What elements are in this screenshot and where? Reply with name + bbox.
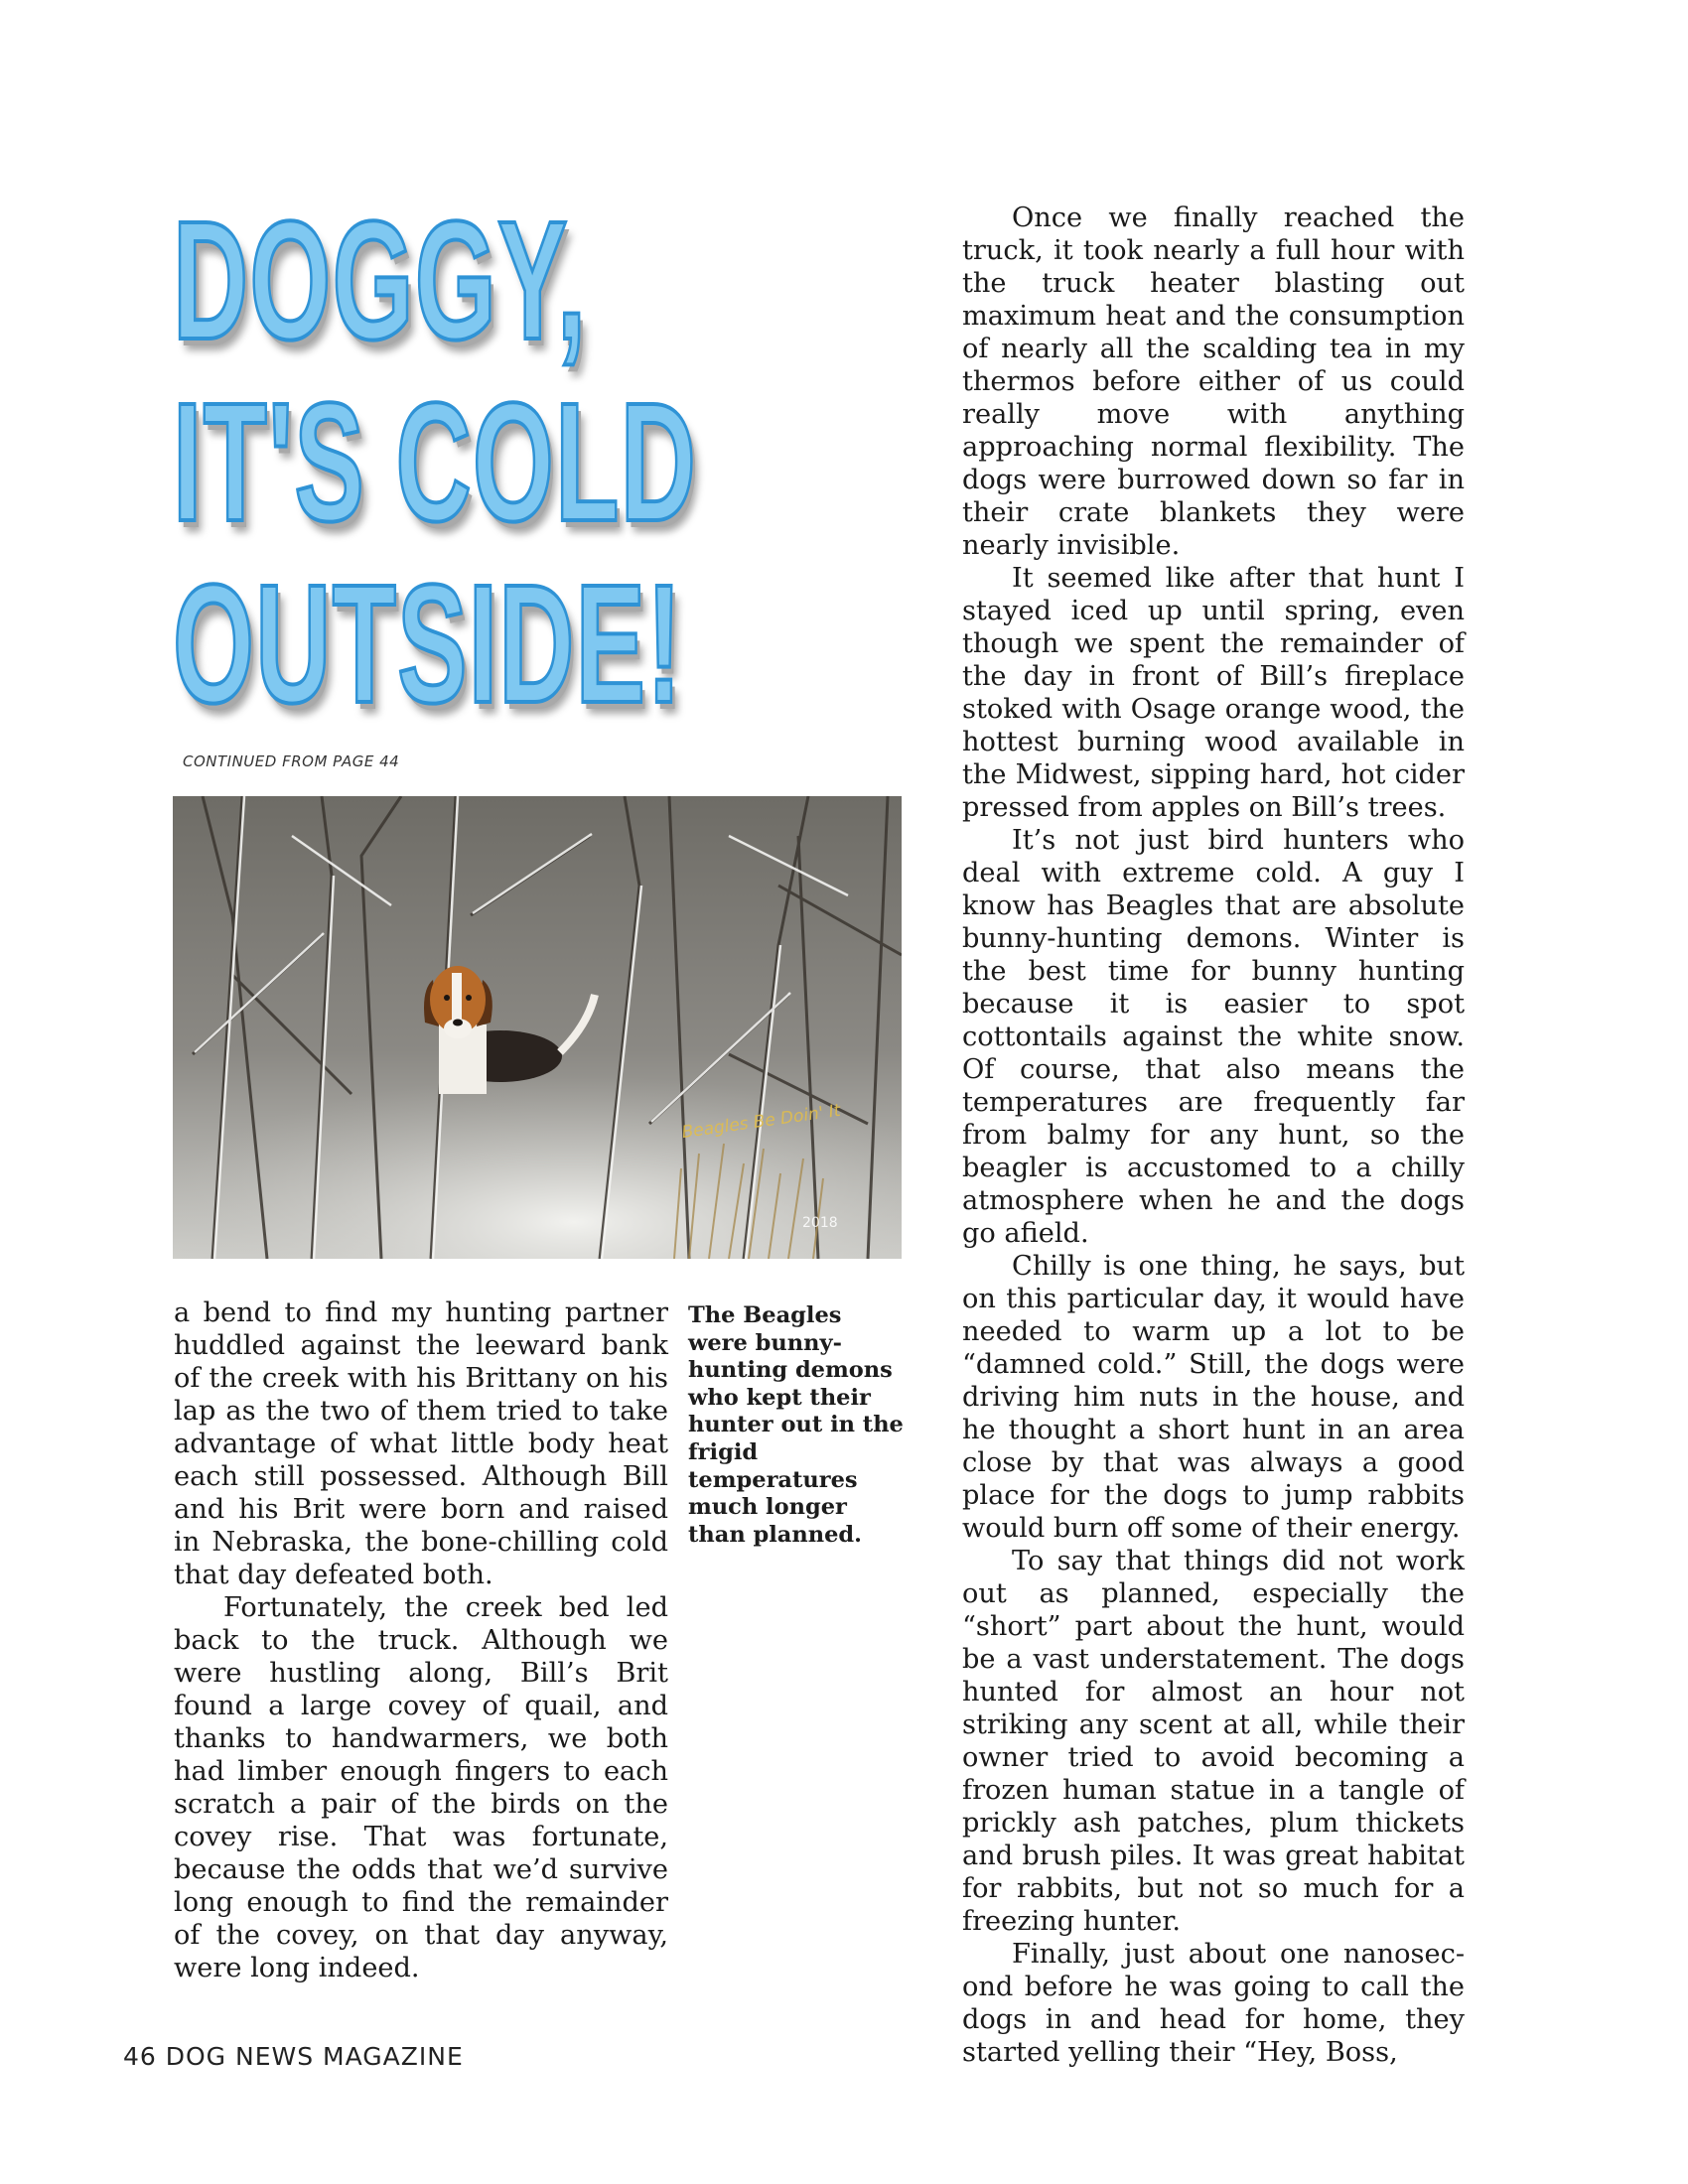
right-paragraph-2: It seemed like after that hunt I stayed iced up until spring, even though we spent the remainder of the day in front of Bill’s fireplace stoked with Osage orange wood, the hottest burning wood available in the Midwest, sipping hard, hot cider pressed from apples on Bill’s trees.: [962, 563, 1465, 823]
photo-year: 2018: [802, 1215, 838, 1231]
photo-caption: The Beagles were bunny-hunting demons who kept their hunter out in the frigid temperatures much longer than planned.: [688, 1302, 904, 1548]
headline: [173, 187, 698, 739]
headline-line-3: OUTSIDE!: [173, 550, 683, 739]
left-body-column: [174, 1297, 668, 1984]
right-paragraph-3: It’s not just bird hunters who deal with extreme cold. A guy I know has Beagles that are absolute bunny-hunting demons. Winter is the best time for bunny hunting because it is easier to spot cottontails against the white snow. Of course, that also means the temperatures are frequently far from balmy for any hunt, so the beagler is accustomed to a chilly atmosphere when he and the dogs go afield.: [962, 825, 1465, 1249]
right-paragraph-5: To say that things did not work out as planned, especially the “short” part about the hunt, would be a vast understatement. The dogs hunted for almost an hour not striking any scent at all, while their owner tried to avoid becoming a frozen human statue in a tangle of prickly ash patches, plum thickets and brush piles. It was great habitat for rabbits, but not so much for a freezing hunter.: [962, 1546, 1465, 1937]
continued-note: CONTINUED FROM PAGE 44: [183, 752, 400, 770]
beagle-photo: [173, 796, 902, 1259]
photo-watermark: Beagles Be Doin' It: [680, 1100, 842, 1144]
right-paragraph-6: Finally, just about one nanosecond before he was going to call the dogs in and head for home, they started yelling their “Hey, Boss,: [962, 1939, 1465, 2068]
headline-line-2: IT'S COLD: [173, 368, 698, 557]
page-footer: 46 DOG NEWS MAGAZINE: [123, 2042, 464, 2071]
snowy-brush-illustration: [173, 796, 902, 1259]
right-paragraph-4: Chilly is one thing, he says, but on this particular day, it would have needed to warm up a lot to be “damned cold.” Still, the dogs were driving him nuts in the house, and he thought a short hunt in an area close by that was always a good place for the dogs to jump rabbits would burn off some of their energy.: [962, 1251, 1465, 1544]
right-body-column: [962, 202, 1465, 2069]
left-paragraph-2: Fortunately, the creek bed led back to the truck. Although we were hustling along, Bill’s Brit found a large covey of quail, and thanks to handwarmers, we both had limber enough fingers to each scratch a pair of the birds on the covey rise. That was fortunate, because the odds that we’d survive long enough to find the remainder of the covey, on that day anyway, were long indeed.: [174, 1592, 668, 1983]
left-paragraph-1: a bend to find my hunting partner huddled against the leeward bank of the creek with his Brittany on his lap as the two of them tried to take advantage of what little body heat each still possessed. Although Bill and his Brit were born and raised in Nebraska, the bone-chilling cold that day defeated both.: [174, 1297, 668, 1590]
headline-line-1: DOGGY,: [173, 187, 588, 375]
right-paragraph-1: Once we finally reached the truck, it took nearly a full hour with the truck heater blasting out maximum heat and the consumption of nearly all the scalding tea in my thermos before either of us could really move with anything approaching normal flexibility. The dogs were burrowed down so far in their crate blankets they were nearly invisible.: [962, 203, 1465, 561]
